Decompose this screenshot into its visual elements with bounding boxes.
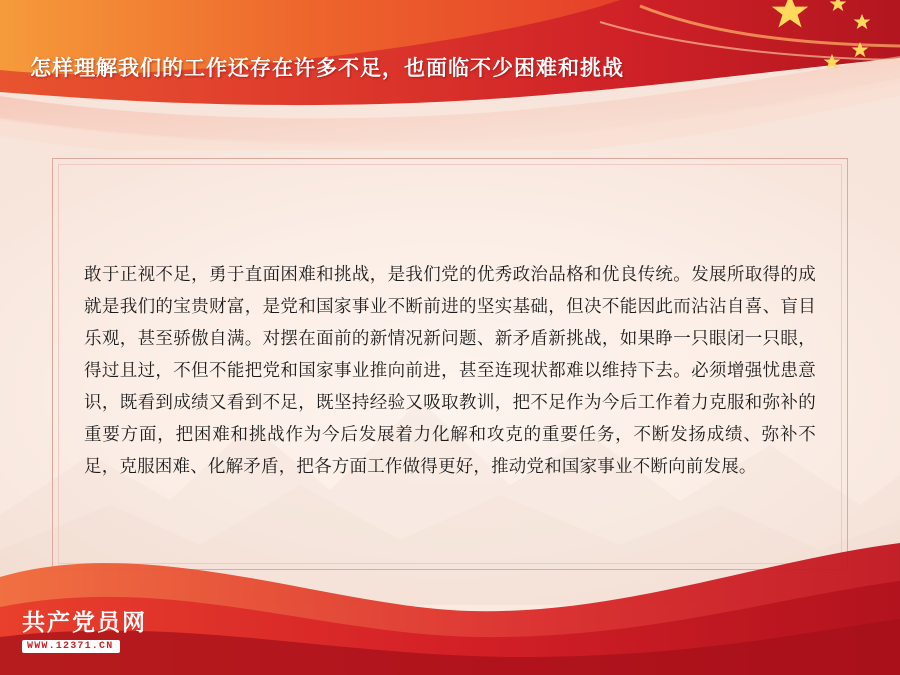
logo-url: WWW.12371.CN (22, 640, 120, 653)
site-logo (22, 609, 172, 653)
logo-text: 共产党员网 (22, 609, 147, 635)
page-title: 怎样理解我们的工作还存在许多不足，也面临不少困难和挑战 (30, 57, 624, 80)
body-paragraph: 敢于正视不足，勇于直面困难和挑战，是我们党的优秀政治品格和优良传统。发展所取得的成就是我们的宝贵财富，是党和国家事业不断前进的坚实基础，但决不能因此而沾沾自喜、盲目乐观，甚至骄傲自满。对摆在面前的新情况新问题、新矛盾新挑战，如果睁一只眼闭一只眼，得过且过，不但不能把党和国家事业推向前进，甚至连现状都难以维持下去。必须增强忧患意识，既看到成绩又看到不足，既坚持经验又吸取教训，把不足作为今后工作着力克服和弥补的重要方面，把困难和挑战作为今后发展着力化解和攻克的重要任务，不断发扬成绩、弥补不足，克服困难、化解矛盾，把各方面工作做得更好，推动党和国家事业不断向前发展。 (84, 264, 816, 476)
